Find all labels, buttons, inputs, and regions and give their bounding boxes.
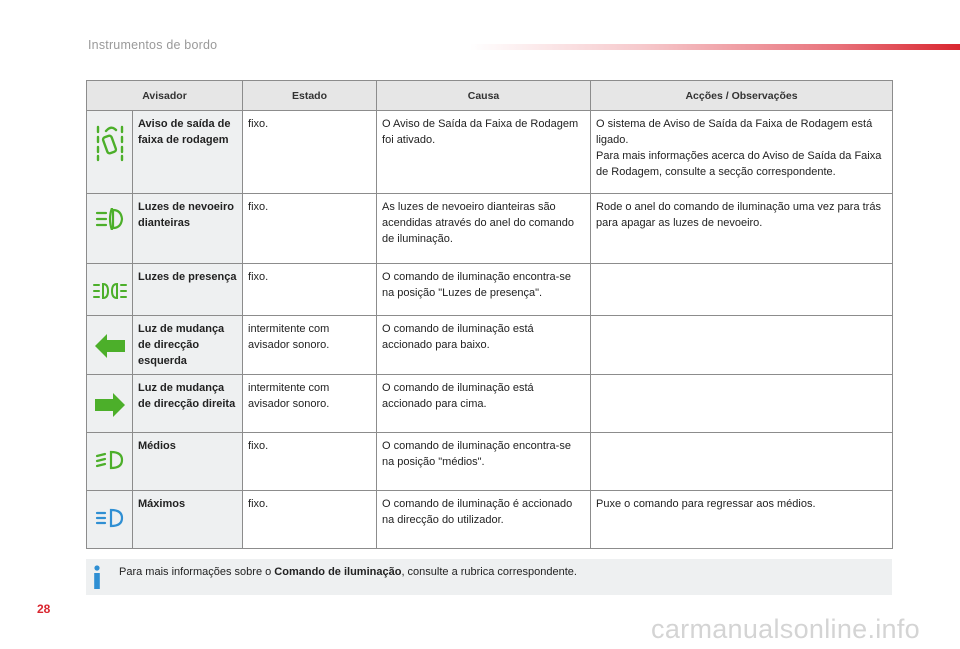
- info-prefix: Para mais informações sobre o: [119, 566, 275, 578]
- warning-name: Luz de mudança de direcção direita: [133, 375, 243, 433]
- table-header-row: [87, 81, 893, 111]
- warning-name: Luzes de presença: [133, 264, 243, 316]
- table-row: [87, 433, 893, 491]
- lane-departure-warning-icon: [94, 122, 126, 162]
- info-link-term: Comando de iluminação: [274, 566, 402, 578]
- warning-name: Médios: [133, 433, 243, 491]
- state-cell: fixo.: [243, 264, 377, 316]
- page-number: 28: [37, 602, 51, 616]
- state-cell: fixo.: [243, 194, 377, 264]
- state-cell: intermitente com avisador sonoro.: [243, 375, 377, 433]
- action-cell: Puxe o comando para regressar aos médios.: [591, 491, 893, 549]
- info-text: [119, 566, 577, 578]
- cause-cell: O comando de iluminação está accionado para baixo.: [377, 316, 591, 375]
- cause-cell: As luzes de nevoeiro dianteiras são acendidas através do anel do comando de iluminação.: [377, 194, 591, 264]
- warning-name: Luz de mudança de direcção esquerda: [133, 316, 243, 375]
- action-cell: O sistema de Aviso de Saída da Faixa de Rodagem está ligado. Para mais informações acerca do Aviso de Saída da Faixa de Rodagem, consulte a secção correspondente.: [591, 111, 893, 194]
- warning-name: Luzes de nevoeiro dianteiras: [133, 194, 243, 264]
- table-row: [87, 194, 893, 264]
- action-cell: [591, 375, 893, 433]
- cause-cell: O comando de iluminação é accionado na direcção do utilizador.: [377, 491, 591, 549]
- table-row: [87, 316, 893, 375]
- action-cell: [591, 264, 893, 316]
- state-cell: fixo.: [243, 433, 377, 491]
- action-cell: Rode o anel do comando de iluminação uma vez para trás para apagar as luzes de nevoeiro.: [591, 194, 893, 264]
- action-cell: [591, 433, 893, 491]
- info-note: [86, 559, 892, 595]
- header-accent-bar: [470, 44, 960, 50]
- state-cell: fixo.: [243, 491, 377, 549]
- info-icon: [90, 565, 104, 589]
- right-turn-arrow-icon: [94, 392, 126, 418]
- warning-lights-table: [86, 80, 893, 549]
- front-fog-light-icon: [95, 208, 125, 230]
- table-row: [87, 264, 893, 316]
- cause-cell: O comando de iluminação encontra-se na posição "Luzes de presença".: [377, 264, 591, 316]
- dipped-beam-icon: [95, 450, 125, 470]
- info-suffix: , consulte a rubrica correspondente.: [401, 566, 577, 578]
- table-row: [87, 491, 893, 549]
- column-header: Acções / Observações: [591, 81, 893, 111]
- main-beam-icon: [95, 508, 125, 528]
- cause-cell: O comando de iluminação está accionado para cima.: [377, 375, 591, 433]
- column-header: Estado: [243, 81, 377, 111]
- warning-name: Máximos: [133, 491, 243, 549]
- action-cell: [591, 316, 893, 375]
- left-turn-arrow-icon: [94, 333, 126, 359]
- cause-cell: O comando de iluminação encontra-se na posição "médios".: [377, 433, 591, 491]
- state-cell: intermitente com avisador sonoro.: [243, 316, 377, 375]
- state-cell: fixo.: [243, 111, 377, 194]
- cause-cell: O Aviso de Saída da Faixa de Rodagem foi ativado.: [377, 111, 591, 194]
- watermark: carmanualsonline.info: [651, 614, 920, 644]
- warning-name: Aviso de saída de faixa de rodagem: [133, 111, 243, 194]
- side-lights-icon: [93, 281, 127, 301]
- table-row: [87, 375, 893, 433]
- column-header: Causa: [377, 81, 591, 111]
- column-header: Avisador: [87, 81, 243, 111]
- table-row: [87, 111, 893, 194]
- section-title: Instrumentos de bordo: [88, 38, 218, 52]
